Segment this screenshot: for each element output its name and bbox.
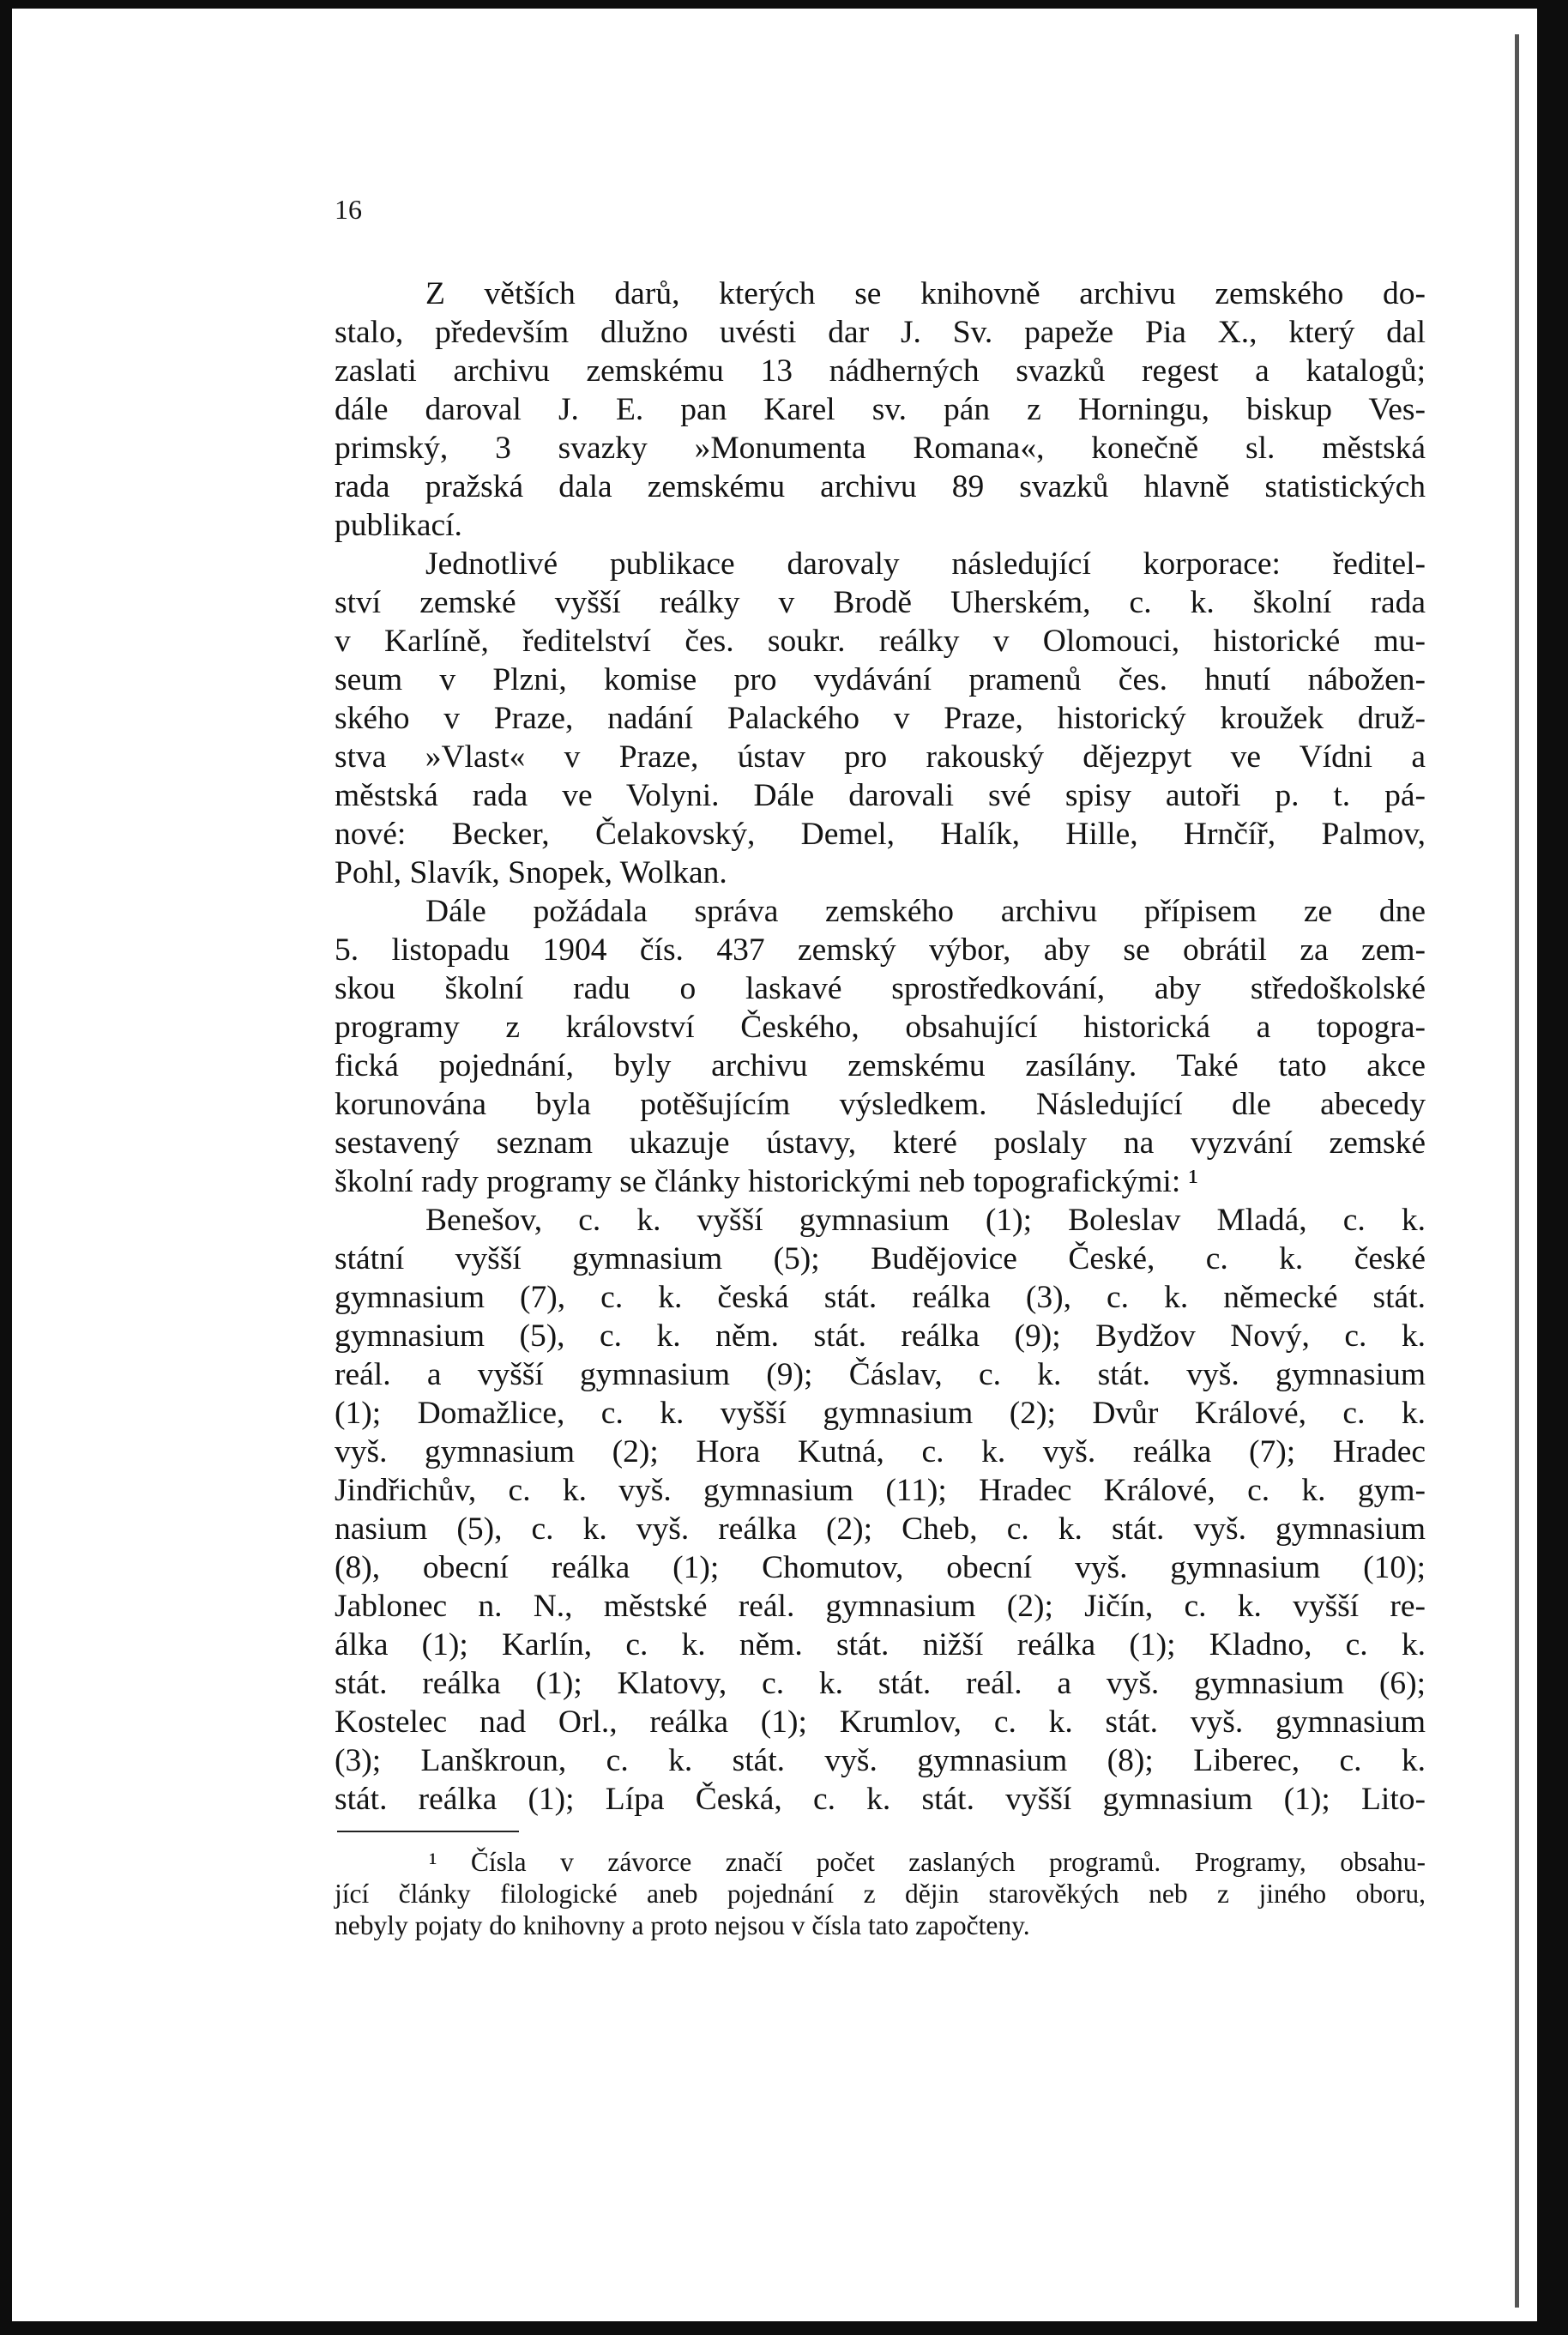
text-line: ského v Praze, nadání Palackého v Praze, historický kroužek druž- xyxy=(335,701,1426,736)
text-line: Jablonec n. N., městské reál. gymnasium (2); Jičín, c. k. vyšší re- xyxy=(335,1589,1426,1624)
paragraph xyxy=(335,545,1426,892)
text-line: zaslati archivu zemskému 13 nádherných svazků regest a katalogů; xyxy=(335,353,1426,389)
paragraph xyxy=(335,275,1426,545)
text-line: publikací. xyxy=(335,508,462,543)
text-line: Benešov, c. k. vyšší gymnasium (1); Boleslav Mladá, c. k. xyxy=(425,1203,1426,1238)
paragraph xyxy=(335,1201,1426,1819)
scan-border-left xyxy=(0,0,12,2335)
footnote-line: nebyly pojaty do knihovny a proto nejsou v čísla tato započteny. xyxy=(335,1910,1030,1940)
text-line: primský, 3 svazky »Monumenta Romana«, konečně sl. městská xyxy=(335,431,1426,466)
text-line: vyš. gymnasium (2); Hora Kutná, c. k. vyš. reálka (7); Hradec xyxy=(335,1434,1426,1469)
text-line: Pohl, Slavík, Snopek, Wolkan. xyxy=(335,855,727,890)
paragraph xyxy=(335,892,1426,1201)
text-line: korunována byla potěšujícím výsledkem. Následující dle abecedy xyxy=(335,1087,1426,1122)
text-line: stva »Vlast« v Praze, ústav pro rakouský dějezpyt ve Vídni a xyxy=(335,739,1426,775)
text-line: Jednotlivé publikace darovaly následující korporace: ředitel- xyxy=(425,546,1426,582)
text-line: gymnasium (7), c. k. česká stát. reálka (3), c. k. německé stát. xyxy=(335,1280,1426,1315)
text-line: Jindřichův, c. k. vyš. gymnasium (11); Hradec Králové, c. k. gym- xyxy=(335,1473,1426,1508)
footnote-line: jící články filologické aneb pojednání z dějin starověkých neb z jiného oboru, xyxy=(335,1879,1426,1909)
text-line: sestavený seznam ukazuje ústavy, které poslaly na vyzvání zemské xyxy=(335,1125,1426,1161)
text-line: seum v Plzni, komise pro vydávání pramenů čes. hnutí nábožen- xyxy=(335,662,1426,697)
page-number: 16 xyxy=(335,194,362,225)
text-line: nasium (5), c. k. vyš. reálka (2); Cheb, c. k. stát. vyš. gymnasium xyxy=(335,1511,1426,1547)
text-line: školní rady programy se články historickými neb topografickými: ¹ xyxy=(335,1164,1198,1199)
text-line: fická pojednání, byly archivu zemskému zasílány. Také tato akce xyxy=(335,1048,1426,1083)
text-line: reál. a vyšší gymnasium (9); Čáslav, c. k. stát. vyš. gymnasium xyxy=(335,1357,1426,1392)
text-line: stát. reálka (1); Klatovy, c. k. stát. reál. a vyš. gymnasium (6); xyxy=(335,1666,1426,1701)
text-line: (8), obecní reálka (1); Chomutov, obecní vyš. gymnasium (10); xyxy=(335,1550,1426,1585)
text-line: státní vyšší gymnasium (5); Budějovice České, c. k. české xyxy=(335,1241,1426,1276)
text-line: rada pražská dala zemskému archivu 89 svazků hlavně statistických xyxy=(335,469,1426,504)
text-line: městská rada ve Volyni. Dále darovali své spisy autoři p. t. pá- xyxy=(335,778,1426,813)
text-line: dále daroval J. E. pan Karel sv. pán z Horningu, biskup Ves- xyxy=(335,392,1426,427)
text-line: Z větších darů, kterých se knihovně archivu zemského do- xyxy=(425,276,1426,311)
text-line: ství zemské vyšší reálky v Brodě Uherském, c. k. školní rada xyxy=(335,585,1426,620)
text-line: gymnasium (5), c. k. něm. stát. reálka (9); Bydžov Nový, c. k. xyxy=(335,1318,1426,1354)
footnote xyxy=(335,1846,1426,1941)
text-line: Dále požádala správa zemského archivu přípisem ze dne xyxy=(425,894,1426,929)
scan-border-right xyxy=(1537,0,1568,2335)
text-line: (3); Lanškroun, c. k. stát. vyš. gymnasium (8); Liberec, c. k. xyxy=(335,1743,1426,1778)
body-text xyxy=(335,275,1426,1819)
footnote-line: ¹ Čísla v závorce značí počet zaslaných programů. Programy, obsahu- xyxy=(429,1847,1426,1877)
text-line: v Karlíně, ředitelství čes. soukr. reálky v Olomouci, historické mu- xyxy=(335,624,1426,659)
text-line: stalo, především dlužno uvésti dar J. Sv. papeže Pia X., který dal xyxy=(335,315,1426,350)
scan-border-bottom xyxy=(0,2321,1568,2335)
scan-border-top xyxy=(0,0,1568,9)
text-line: (1); Domažlice, c. k. vyšší gymnasium (2); Dvůr Králové, c. k. xyxy=(335,1396,1426,1431)
text-line: 5. listopadu 1904 čís. 437 zemský výbor, aby se obrátil za zem- xyxy=(335,932,1426,968)
footnote-divider xyxy=(337,1831,519,1832)
text-line: stát. reálka (1); Lípa Česká, c. k. stát. vyšší gymnasium (1); Lito- xyxy=(335,1782,1426,1817)
text-line: álka (1); Karlín, c. k. něm. stát. nižší reálka (1); Kladno, c. k. xyxy=(335,1627,1426,1662)
text-line: programy z království Českého, obsahující historická a topogra- xyxy=(335,1010,1426,1045)
text-line: nové: Becker, Čelakovský, Demel, Halík, Hille, Hrnčíř, Palmov, xyxy=(335,817,1426,852)
text-line: Kostelec nad Orl., reálka (1); Krumlov, c. k. stát. vyš. gymnasium xyxy=(335,1704,1426,1740)
text-line: skou školní radu o laskavé sprostředkování, aby středoškolské xyxy=(335,971,1426,1006)
page-edge-shadow xyxy=(1515,34,1519,2308)
